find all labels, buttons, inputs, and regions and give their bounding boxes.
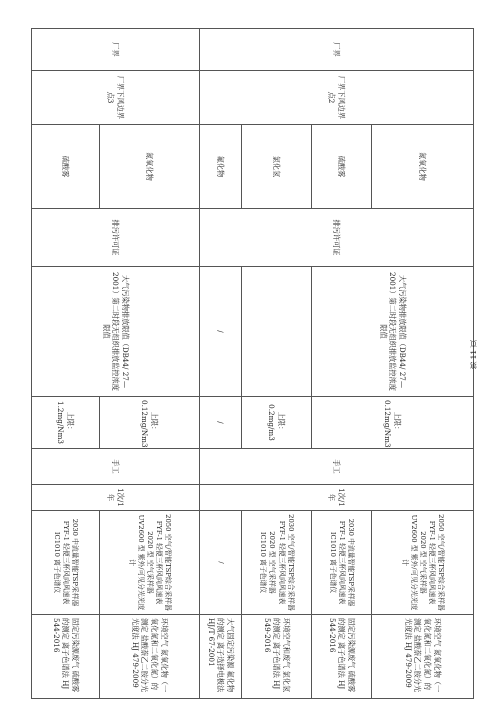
method-cell: 环境空气 氮氧化物（一氧化氮和二氧化氮）的测定 盐酸萘乙二胺分光光度法 HJ 479-2009 xyxy=(372,615,474,699)
basis-cell: 排污许可证 xyxy=(32,209,200,267)
instrument-line: 2050 空气/智能TSP综合采样器 xyxy=(164,514,173,611)
standard-cell: 大气污染物排放限值（DB44/ 27—2001）第二时段无组织排放监控浓度限值 xyxy=(32,267,200,397)
instrument-line: IC1010 离子色谱仪 xyxy=(328,531,337,594)
mode-cell: 手工 xyxy=(32,449,200,485)
instrument-line: 2020 型 空气采样器 xyxy=(268,531,277,594)
monitoring-table xyxy=(31,28,474,699)
category-cell: 厂界 xyxy=(200,29,474,71)
method-cell: 环境空气和废气 氯化氢的测定 离子色谱法 HJ 549-2016 xyxy=(242,615,312,699)
table-row xyxy=(200,29,242,699)
method-cell: 大气固定污染源 氟化物的测定 离子选择电极法 HJ/T 67-2001 xyxy=(200,615,242,699)
instrument-line: FYF-1 轻便三杯风向风速表 xyxy=(277,520,286,605)
instrument-cell xyxy=(32,511,100,615)
frequency-cell: 1次/1年 xyxy=(200,485,474,511)
method-cell: 环境空气 氮氧化物（一氧化氮和二氧化氮）的测定 盐酸萘乙二胺分光光度法 HJ 479-2009 xyxy=(100,615,200,699)
limit-cell: / xyxy=(200,397,242,449)
instrument-line: FYF-1 轻便三杯风向风速表 xyxy=(62,520,71,605)
instrument-line: IC1010 离子色谱仪 xyxy=(259,531,268,594)
category-cell: 厂界 xyxy=(32,29,200,71)
instrument-cell xyxy=(242,511,312,615)
table-row xyxy=(100,29,200,699)
table-row xyxy=(242,29,312,699)
instrument-line: FYF-1 轻便三杯风向风速表 xyxy=(428,520,437,605)
instrument-cell xyxy=(100,511,200,615)
limit-cell: 上限：1.2mg/Nm3 xyxy=(32,397,100,449)
instrument-line: 2020 型 空气采样器 xyxy=(146,531,155,594)
instrument-line: 2030 中流量智能TSP采样器 xyxy=(71,518,80,607)
limit-cell: 上限：0.12mg/Nm3 xyxy=(312,397,474,449)
pollutant-cell: 氟化物 xyxy=(200,125,242,209)
pollutant-cell: 硫酸雾 xyxy=(312,125,372,209)
instrument-line: FYF-1 轻便三杯风向风速表 xyxy=(338,520,347,605)
page-number: 第 11 页 xyxy=(469,340,478,370)
instrument-line: IC1010 离子色谱仪 xyxy=(52,531,61,594)
location-cell: 厂界下风边界点2 xyxy=(200,71,474,125)
instrument-line: FYF-1 轻便三杯风向风速表 xyxy=(155,520,164,605)
standard-cell: 大气污染物排放限值（DB44/ 27—2001）第二时段无组织排放监控浓度限值 xyxy=(312,267,474,397)
standard-cell xyxy=(242,267,312,397)
method-cell: 固定污染源废气 硫酸雾的测定 离子色谱法 HJ 544-2016 xyxy=(312,615,372,699)
pollutant-cell: 氯化氢 xyxy=(242,125,312,209)
table-row xyxy=(372,29,474,699)
instrument-cell xyxy=(312,511,372,615)
instrument-cell xyxy=(372,511,474,615)
instrument-line: 2050 空气/智能TSP综合采样器 xyxy=(437,514,446,611)
instrument-line: UV2600 型 紫外/可见分光光度计 xyxy=(400,514,418,611)
standard-cell: / xyxy=(200,267,242,397)
location-cell: 厂界下风边界点3 xyxy=(32,71,200,125)
frequency-cell: 1次/1年 xyxy=(32,485,200,511)
instrument-line: 2020 型 空气采样器 xyxy=(419,531,428,594)
instrument-line: 2030 中流量智能TSP采样器 xyxy=(347,518,356,607)
instrument-cell: / xyxy=(200,511,242,615)
pollutant-cell: 氮氧化物 xyxy=(100,125,200,209)
limit-cell: 上限：0.2mg/m3 xyxy=(242,397,312,449)
basis-cell: 排污许可证 xyxy=(200,209,474,267)
mode-cell: 手工 xyxy=(200,449,474,485)
monitoring-table-wrapper xyxy=(32,28,474,698)
pollutant-cell: 氮氧化物 xyxy=(372,125,474,209)
instrument-line: 2030 空气/智能TSP综合采样器 xyxy=(286,514,295,611)
limit-cell: 上限：0.12mg/Nm3 xyxy=(100,397,200,449)
instrument-line: UV2600 型 紫外/可见分光光度计 xyxy=(127,514,145,611)
pollutant-cell: 硫酸雾 xyxy=(32,125,100,209)
method-cell: 固定污染源废气 硫酸雾的测定 离子色谱法 HJ 544-2016 xyxy=(32,615,100,699)
